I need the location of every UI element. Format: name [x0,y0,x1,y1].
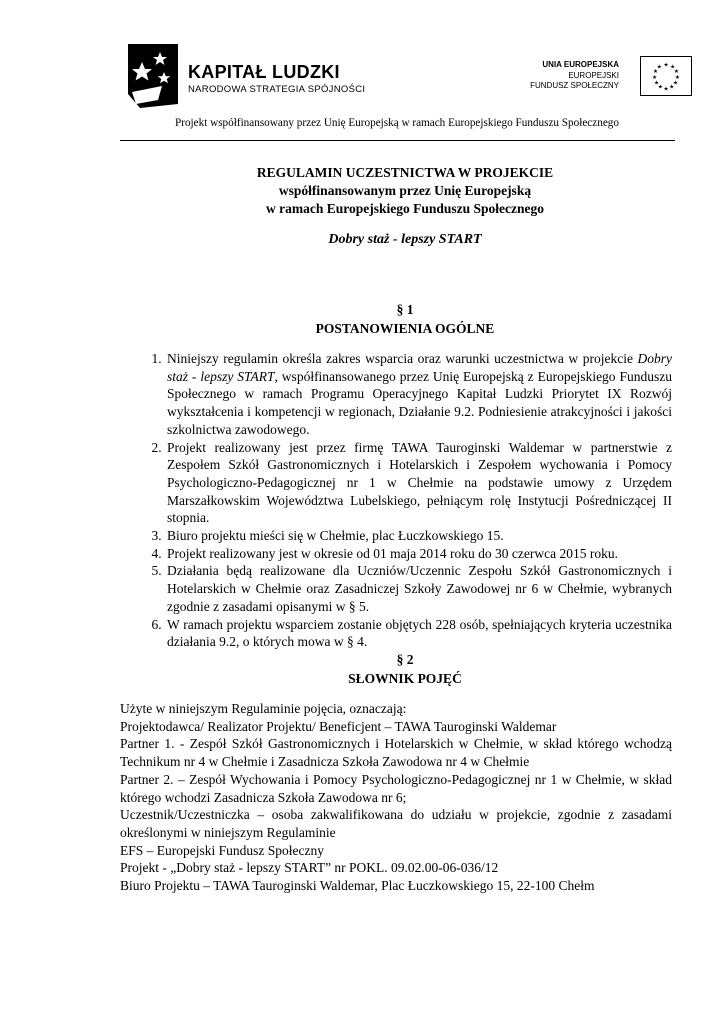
section-1-number: § 1 [396,302,414,317]
section-1-title: POSTANOWIENIA OGÓLNE [315,321,495,336]
general-provisions-list [120,350,672,651]
title-line-1: REGULAMIN UCZESTNICTWA W PROJEKCIE [256,165,554,180]
kapital-ludzki-logo [120,42,180,110]
document-title [100,164,710,218]
list-item: 3. Biuro projektu mieści się w Chełmie, plac Łuczkowskiego 15. [165,527,672,545]
svg-text:★: ★ [674,74,680,81]
eu-line-1: UNIA EUROPEJSKA [542,60,619,69]
list-item: 6. W ramach projektu wsparciem zostanie objętych 228 osób, spełniających kryteria uczestnika działania 9.2, o których mowa w § 4. [165,616,672,651]
glossary [120,700,672,895]
glossary-entry: Partner 1. - Zespół Szkół Gastronomicznych i Hotelarskich w Chełmie, w skład którego wchodzą Technikum nr 4 w Chełmie i Zasadnicza Szkoła Zawodowa nr 4 w Chełmie [120,736,672,770]
section-1-heading [100,300,710,338]
svg-text:★: ★ [663,62,669,69]
svg-text:★: ★ [673,69,680,76]
glossary-entry: Partner 2. – Zespół Wychowania i Pomocy Psychologiczno-Pedagogicznej nr 1 w Chełmie, w skład którego wchodzi Zasadnicza Szkoła Zawodowa nr 6; [120,771,672,805]
svg-text:★: ★ [669,84,675,91]
svg-text:★: ★ [652,74,658,81]
svg-text:★: ★ [652,69,659,76]
glossary-intro: Użyte w niniejszym Regulaminie pojęcia, oznaczają: [120,701,407,716]
section-2-heading [100,650,710,688]
glossary-entry: Projektodawca/ Realizator Projektu/ Beneficjent – TAWA Tauroginski Waldemar [120,718,557,734]
eu-flag-icon [640,56,692,96]
logo-subtitle: NARODOWA STRATEGIA SPÓJNOŚCI [188,84,366,95]
glossary-entry: EFS – Europejski Fundusz Społeczny [120,842,324,858]
eu-line-2: EUROPEJSKI [568,70,619,80]
svg-text:★: ★ [670,64,676,71]
list-item [165,350,672,439]
eu-line-3: FUNDUSZ SPOŁECZNY [530,81,619,90]
section-2-number: § 2 [396,652,414,667]
list-item: 2. Projekt realizowany jest przez firmę TAWA Tauroginski Waldemar w partnerstwie z Zespołem Szkół Gastronomicznych i Hotelarskich i Zespołem wychowania i Pomocy Psychologiczno-Pedagogicznej nr 1 w Chełmie na podstawie umowy z Urzędem Marszałkowskim Województwa Lubelskiego, pełniącym rolę Instytucji Pośredniczącej II stopnia. [165,439,672,528]
list-item: 5. Działania będą realizowane dla Uczniów/Uczennic Zespołu Szkół Gastronomicznych i Hotelarskich w Chełmie oraz Zasadniczej Szkoły Zawodowej nr 6 w Chełmie, wybranych zgodnie z zasadami opisanymi w § 5. [165,562,672,615]
item-1-text-cont: , współfinansowanego przez Unię Europejską z Europejskiego Funduszu Społecznego w ramach Programu Operacyjnego Kapitał Ludzki Priorytet IX Rozwój wykształcenia i kompetencji w regionach, Działanie 9.2. Podniesienie atrakcyjności i jakości szkolnictwa zawodowego. [167,368,672,437]
glossary-entry: Uczestnik/Uczestniczka – osoba zakwalifikowana do udziału w projekcie, zgodnie z zasadami określonymi w niniejszym Regulaminie [120,807,672,840]
glossary-entry: Projekt - „Dobry staż - lepszy START” nr POKL. 09.02.00-06-036/12 [120,860,499,876]
title-line-3: w ramach Europejskiego Funduszu Społecznego [265,201,545,216]
svg-text:★: ★ [657,84,663,91]
item-1-project-name: Dobry staż - lepszy START [167,351,672,384]
section-2-title: SŁOWNIK POJĘĆ [348,671,462,686]
logo-title: KAPITAŁ LUDZKI [188,62,340,82]
item-1-text: Niniejszy regulamin określa zakres wsparcia oraz warunki uczestnictwa w projekcie [167,351,633,366]
eu-label [530,60,619,92]
list-item: 4. Projekt realizowany jest w okresie od 01 maja 2014 roku do 30 czerwca 2015 roku. [165,545,672,563]
svg-text:★: ★ [672,80,679,87]
header-divider [120,140,675,141]
svg-text:★: ★ [663,86,669,93]
title-line-2: współfinansowanym przez Unię Europejską [278,183,532,198]
project-name: Dobry staż - lepszy START [328,232,482,247]
svg-text:★: ★ [653,80,660,87]
cofinance-line: Projekt współfinansowany przez Unię Europejską w ramach Europejskiego Funduszu Społecznego [175,117,619,129]
svg-text:★: ★ [656,64,662,71]
glossary-entry: Biuro Projektu – TAWA Tauroginski Waldemar, Plac Łuczkowskiego 15, 22-100 Chełm [120,878,595,894]
